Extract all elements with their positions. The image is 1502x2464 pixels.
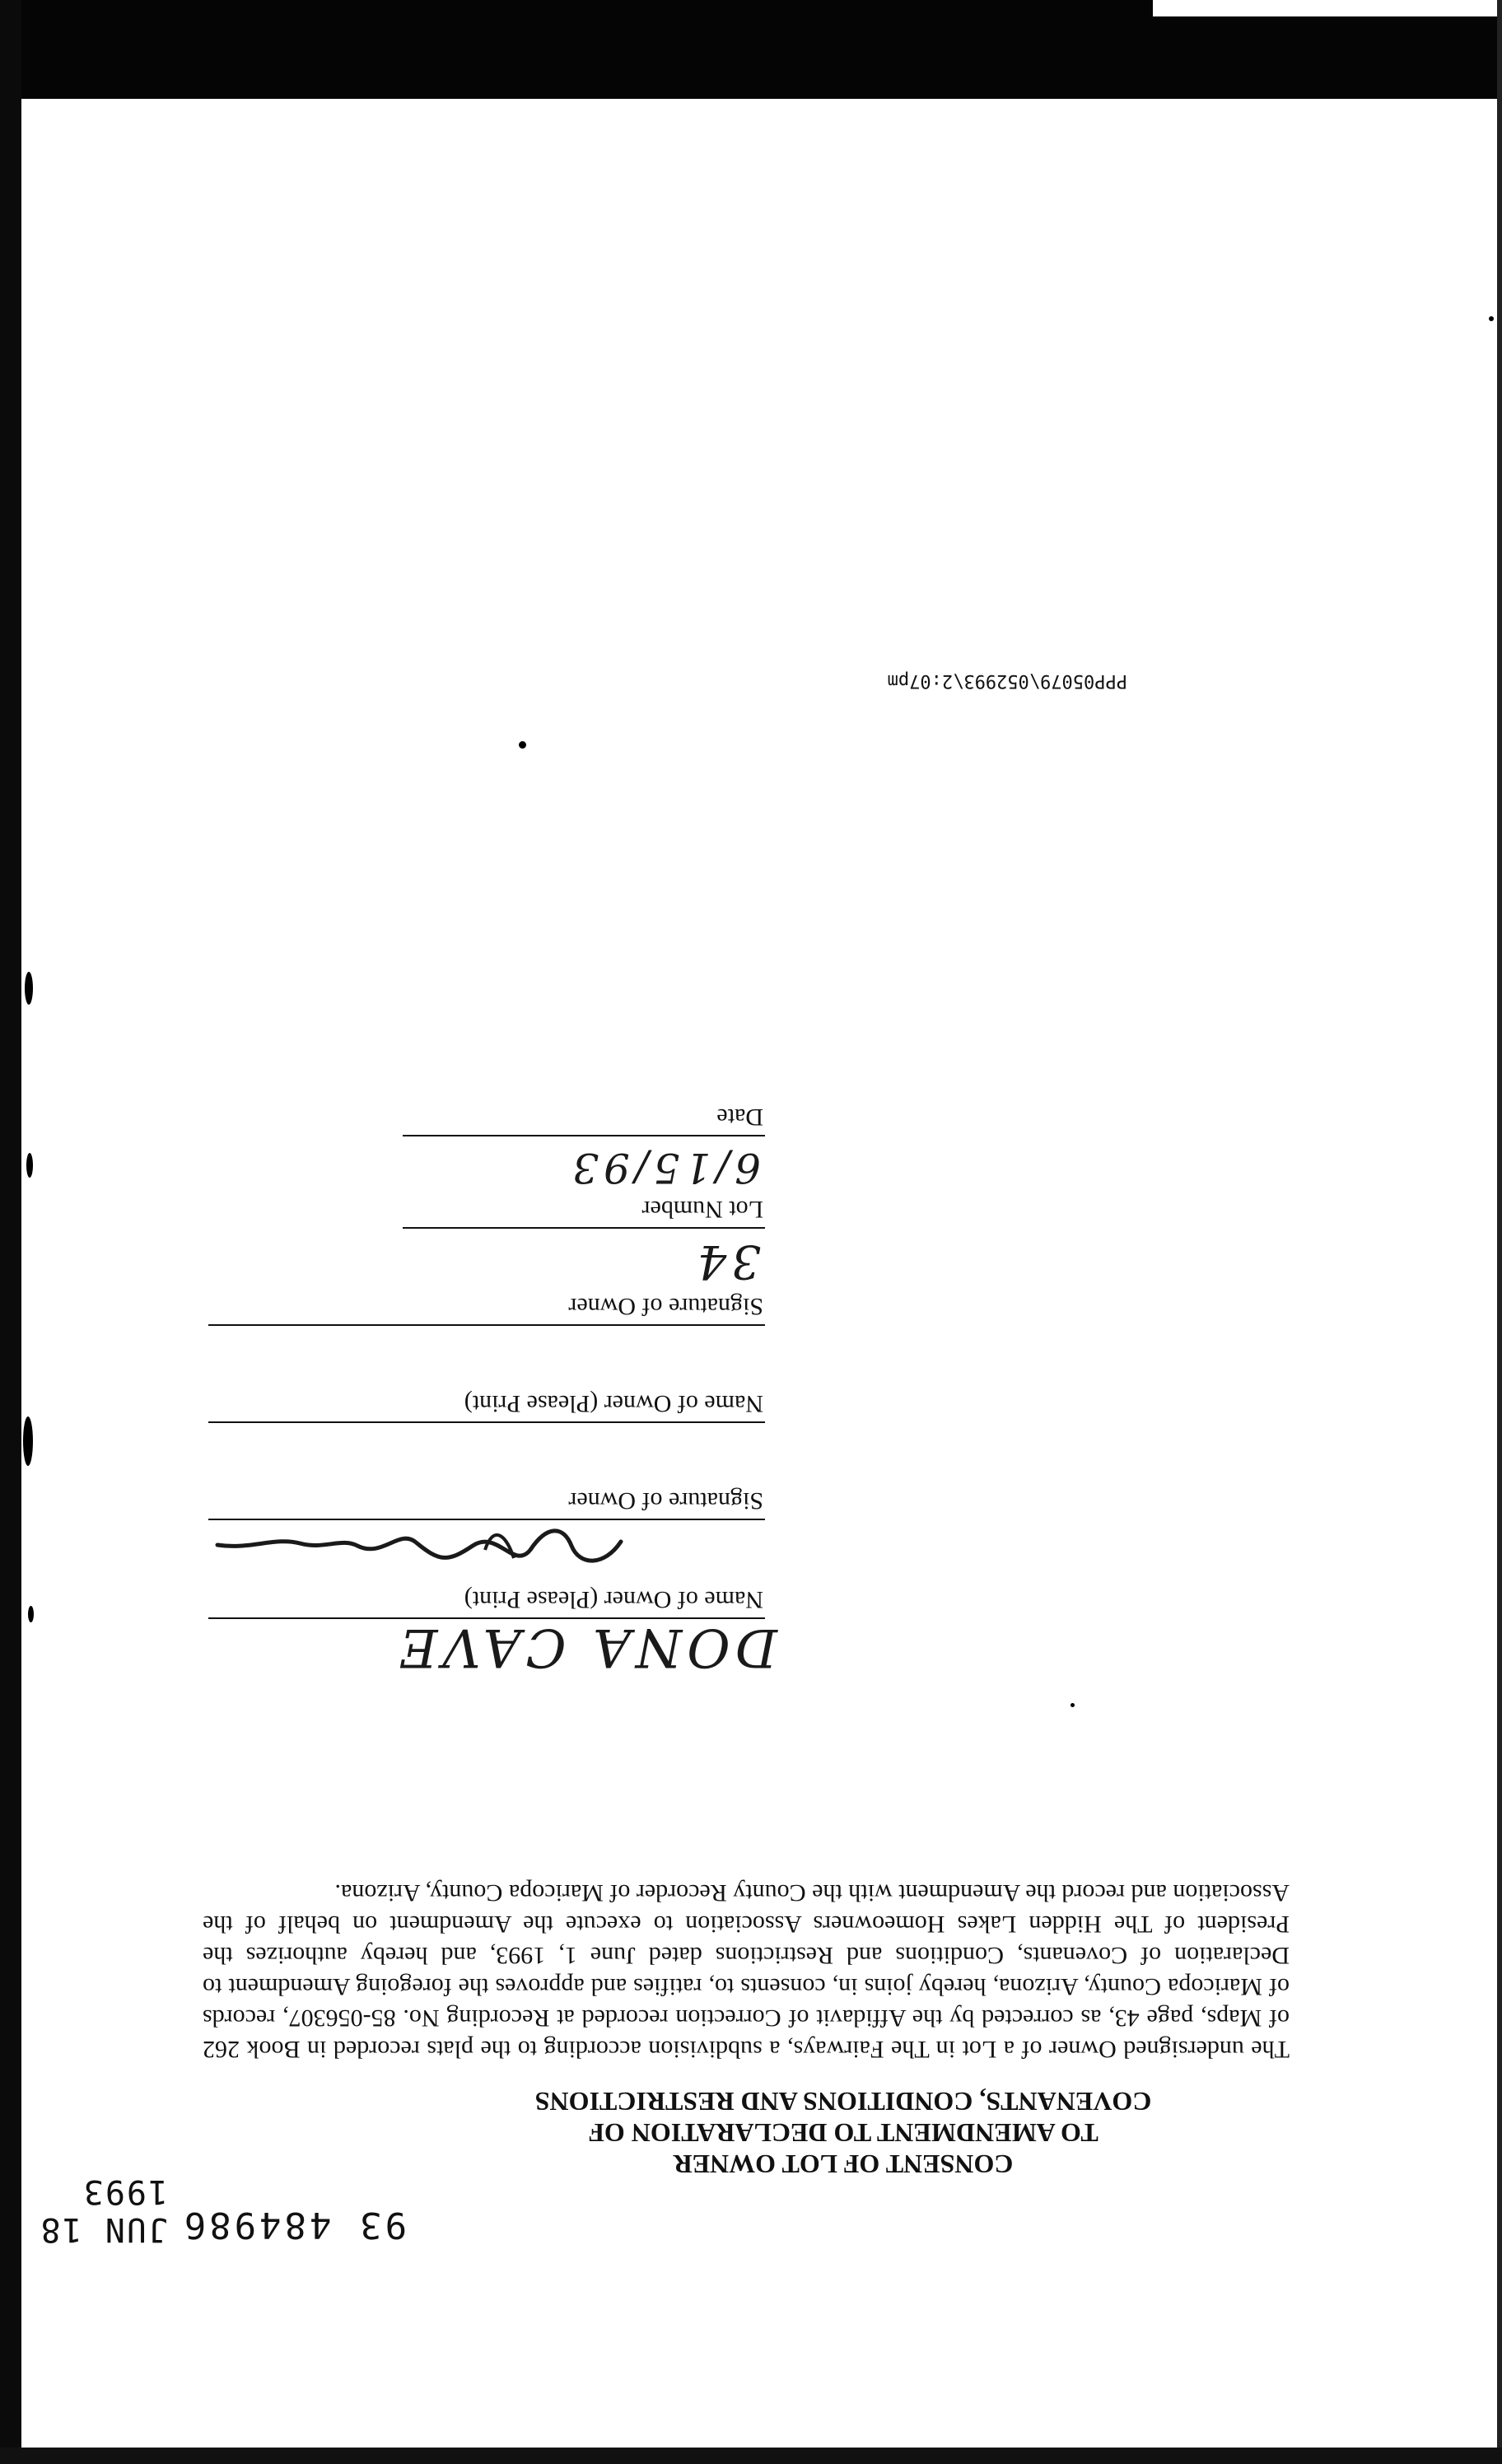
signature-label-1: Signature of Owner [568,1487,763,1514]
consent-paragraph: The undersigned Owner of a Lot in The Fairways, a subdivision according to the plats recorded in Book 262 of Maps, page 43, as corrected by the Affidavit of Correction recorded at Recording No. 85-056307, records of Maricopa County, Arizona, hereby joins in, consents to, ratifies and approves the foregoing Amendment to Declaration of Covenants, Conditions and Restrictions dated June 1, 1993, and hereby authorizes the President of The Hidden Lakes Homeowners Association to execute the Amendment on behalf of the Association and record the Amendment with the County Recorder of Maricopa County, Arizona. [203,1879,1290,2063]
owner-name-handwritten: DONA CAVE [394,1617,777,1678]
title-line-3: COVENANTS, CONDITIONS AND RESTRICTIONS [534,2087,1152,2116]
date-handwritten: 6/15/93 [567,1144,761,1192]
recording-number: 93 484986 [180,2204,407,2246]
title-line-1: CONSENT OF LOT OWNER [673,2149,1014,2179]
name-line-1 [208,1617,765,1619]
signature-label-2: Signature of Owner [568,1293,763,1320]
document-id-footer: PPP05079\052993\2:07pm [887,670,1127,691]
title-line-2: TO AMENDMENT TO DECLARATION OF [588,2118,1099,2148]
scan-speckle [25,972,33,1005]
scan-edge-bottom [0,2448,1502,2464]
scan-speckle [26,1153,33,1178]
scan-speckle [28,1606,34,1622]
name-label-2: Name of Owner (Please Print) [464,1390,763,1417]
scan-speckle [519,741,526,749]
signature-line-1 [208,1519,765,1520]
name-line-2 [208,1421,765,1423]
signature-line-2 [208,1324,765,1326]
scan-speckle [1489,316,1494,321]
scan-edge-gap [1153,0,1502,16]
lot-number-handwritten: 34 [692,1234,761,1288]
lot-number-label: Lot Number [641,1196,763,1223]
scan-edge-left [0,0,21,2464]
lot-number-line [403,1227,765,1229]
scan-speckle [23,1416,33,1466]
date-label: Date [716,1104,763,1131]
owner-signature-image [201,1517,629,1575]
recording-date: JUN 18 1993 [39,2172,168,2248]
scan-speckle [1071,1703,1075,1707]
scan-edge-right [1497,0,1502,2464]
date-line [403,1135,765,1136]
name-label-1: Name of Owner (Please Print) [464,1586,763,1613]
